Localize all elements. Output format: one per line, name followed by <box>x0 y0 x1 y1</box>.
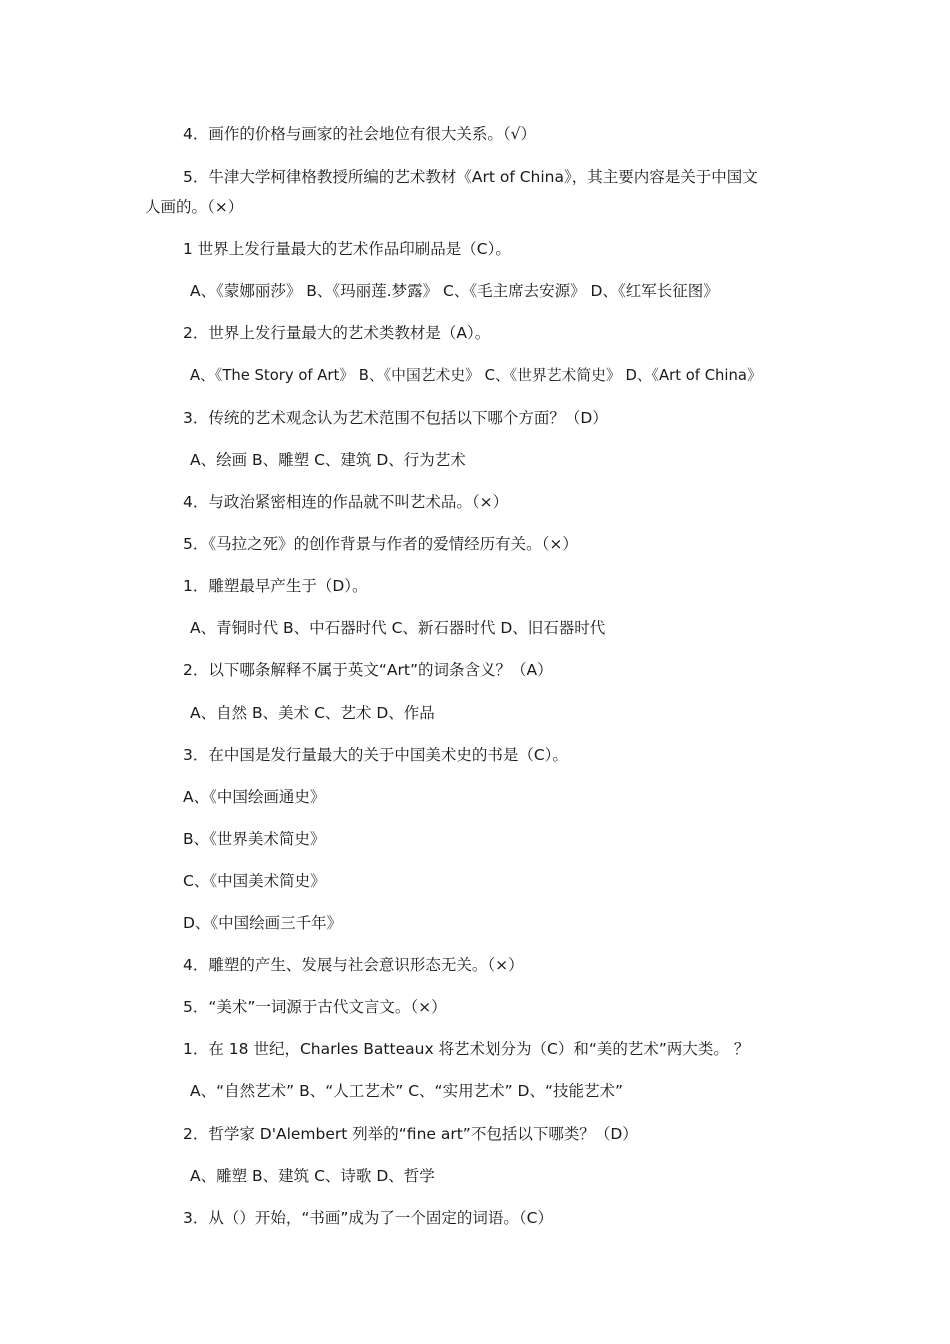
option-line: A、绘画 B、雕塑 C、建筑 D、行为艺术 <box>190 451 466 469</box>
text-line: 4．画作的价格与画家的社会地位有很大关系。（√） <box>183 125 536 143</box>
text-line: 2．世界上发行量最大的艺术类教材是（A）。 <box>183 324 491 342</box>
text-line: 3．在中国是发行量最大的关于中国美术史的书是（C）。 <box>183 746 568 764</box>
option-line: D、《中国绘画三千年》 <box>183 914 343 932</box>
text-line: 2．以下哪条解释不属于英文“Art”的词条含义？（A） <box>183 661 553 679</box>
text-line: 人画的。（×） <box>145 198 244 216</box>
text-line: 2．哲学家 D'Alembert 列举的“fine art”不包括以下哪类？（D） <box>183 1125 638 1143</box>
text-line: 1．在 18 世纪，Charles Batteaux 将艺术划分为（C）和“美的艺术”两大类。 ？ <box>183 1040 750 1058</box>
text-line: 4．与政治紧密相连的作品就不叫艺术品。（×） <box>183 493 509 511</box>
option-line: A、雕塑 B、建筑 C、诗歌 D、哲学 <box>190 1167 435 1185</box>
option-line: A、《蒙娜丽莎》 B、《玛丽莲.梦露》 C、《毛主席去安源》 D、《红军长征图》 <box>190 282 719 300</box>
text-line: 3．传统的艺术观念认为艺术范围不包括以下哪个方面？（D） <box>183 409 608 427</box>
text-line: 1．雕塑最早产生于（D）。 <box>183 577 368 595</box>
text-line: 5．《马拉之死》的创作背景与作者的爱情经历有关。（×） <box>183 535 578 553</box>
option-line: A、“自然艺术” B、“人工艺术” C、“实用艺术” D、“技能艺术” <box>190 1082 624 1100</box>
option-line: A、《中国绘画通史》 <box>183 788 326 806</box>
option-line: C、《中国美术简史》 <box>183 872 326 890</box>
option-line: A、青铜时代 B、中石器时代 C、新石器时代 D、旧石器时代 <box>190 619 606 637</box>
text-line: 3．从（）开始，“书画”成为了一个固定的词语。（C） <box>183 1209 553 1227</box>
option-line: B、《世界美术简史》 <box>183 830 326 848</box>
text-line: 4．雕塑的产生、发展与社会意识形态无关。（×） <box>183 956 524 974</box>
text-line: 5．“美术”一词源于古代文言文。（×） <box>183 998 447 1016</box>
option-line: A、《The Story of Art》 B、《中国艺术史》 C、《世界艺术简史》 D、《Art of China》 <box>190 367 762 384</box>
text-line: 5．牛津大学柯律格教授所编的艺术教材《Art of China》，其主要内容是关于中国文 <box>183 168 758 186</box>
text-line: 1 世界上发行量最大的艺术作品印刷品是（C）。 <box>183 240 511 258</box>
option-line: A、自然 B、美术 C、艺术 D、作品 <box>190 704 435 722</box>
